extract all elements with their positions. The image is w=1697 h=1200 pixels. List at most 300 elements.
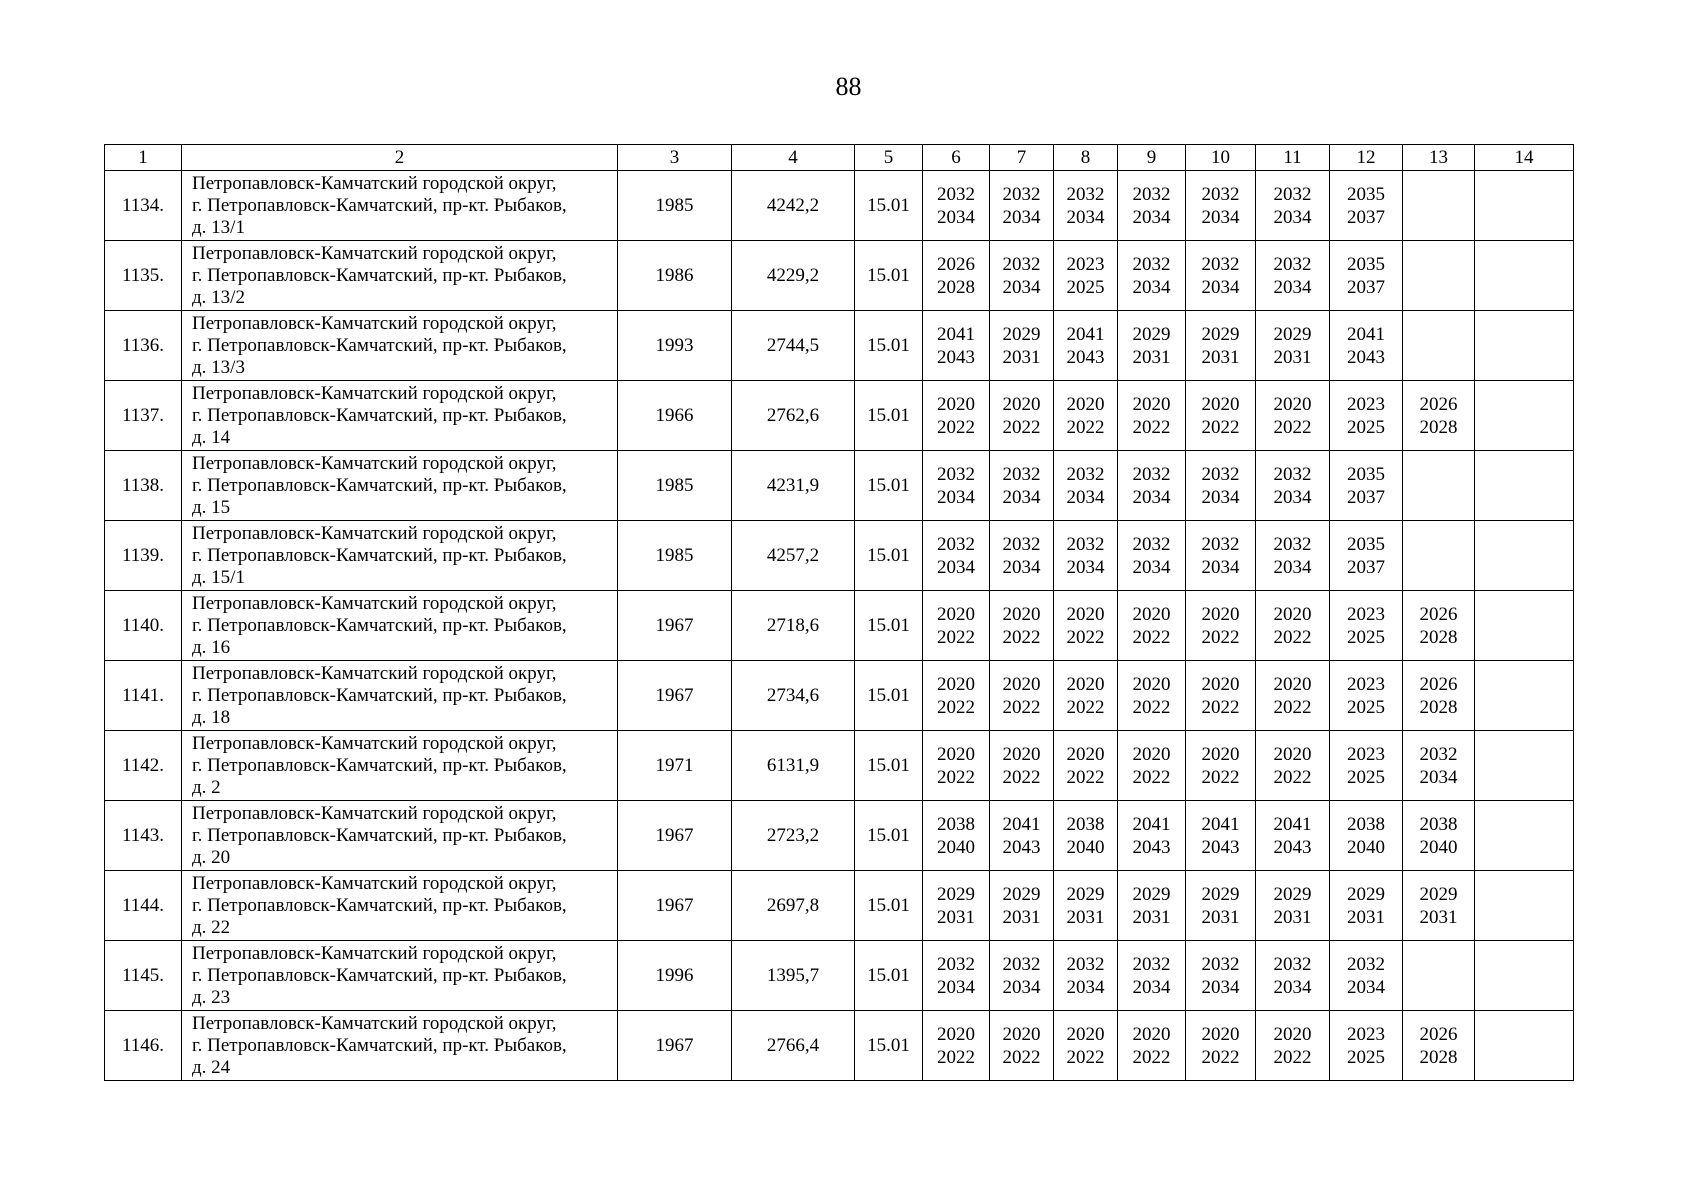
period-cell [923,871,990,941]
address-line: г. Петропавловск-Камчатский, пр-кт. Рыбаков, [192,194,567,216]
address-line: Петропавловск-Камчатский городской округ, [192,312,557,334]
address-cell [182,451,618,521]
period-year: 2032 [1132,183,1171,205]
period-year: 2020 [1132,743,1171,765]
column-header: 12 [1330,145,1403,171]
period-cell [1186,871,1256,941]
period-year: 2037 [1347,486,1385,508]
period-cell [1330,311,1403,381]
period-cell [923,661,990,731]
period-year: 2034 [1347,976,1385,998]
column-14-cell [1475,521,1574,591]
address-line: Петропавловск-Камчатский городской округ, [192,732,557,754]
period-cell [1118,521,1186,591]
period-year: 2038 [1419,813,1458,835]
period-year: 2034 [1132,276,1171,298]
period-year: 2020 [1273,603,1312,625]
period-cell [990,801,1054,871]
period-year: 2043 [1347,346,1385,368]
address-line: г. Петропавловск-Камчатский, пр-кт. Рыбаков, [192,614,567,636]
period-year: 2022 [1201,766,1240,788]
period-cell [923,311,990,381]
period-year: 2020 [1132,603,1171,625]
address-cell [182,241,618,311]
period-year: 2034 [1201,556,1240,578]
area-cell: 4231,9 [732,451,855,521]
address-line: д. 15/1 [192,566,245,588]
period-cell [1403,381,1475,451]
period-year: 2037 [1347,556,1385,578]
period-year: 2023 [1347,1023,1385,1045]
period-year: 2032 [1066,953,1105,975]
period-cell [1186,521,1256,591]
period-cell [1054,591,1118,661]
period-year: 2034 [1066,976,1105,998]
period-cell [1186,381,1256,451]
period-year: 2031 [1419,906,1458,928]
period-year: 2043 [1273,836,1312,858]
period-cell [1256,171,1330,241]
period-year: 2043 [1002,836,1041,858]
period-year: 2025 [1347,626,1385,648]
area-cell: 2697,8 [732,871,855,941]
period-cell [1186,801,1256,871]
address-line: д. 16 [192,636,231,658]
address-line: д. 20 [192,846,231,868]
period-cell [923,451,990,521]
period-year: 2020 [1273,673,1312,695]
period-year: 2032 [1273,253,1312,275]
period-year: 2040 [937,836,975,858]
column-header: 5 [855,145,923,171]
column-14-cell [1475,1011,1574,1081]
code-cell: 15.01 [855,1011,923,1081]
period-cell [1403,241,1475,311]
address-line: Петропавловск-Камчатский городской округ, [192,522,557,544]
period-year: 2032 [1201,253,1240,275]
area-cell: 1395,7 [732,941,855,1011]
period-year: 2031 [1002,906,1041,928]
row-number-cell: 1141. [105,661,182,731]
period-cell [1118,171,1186,241]
period-year: 2031 [1132,346,1171,368]
period-year: 2022 [1273,626,1312,648]
period-year: 2028 [1419,416,1458,438]
period-year: 2020 [1201,1023,1240,1045]
table-row [105,451,1574,521]
period-year: 2029 [1201,323,1240,345]
column-14-cell [1475,591,1574,661]
period-year: 2022 [937,626,975,648]
period-cell [990,731,1054,801]
period-cell [990,451,1054,521]
table-row [105,661,1574,731]
period-cell [1330,801,1403,871]
period-year: 2037 [1347,276,1385,298]
period-year: 2022 [1066,1046,1105,1068]
period-year: 2020 [1273,1023,1312,1045]
period-year: 2022 [1132,626,1171,648]
period-year: 2029 [1201,883,1240,905]
period-year: 2043 [1132,836,1171,858]
period-year: 2035 [1347,183,1385,205]
period-year: 2022 [1201,416,1240,438]
period-cell [1118,941,1186,1011]
code-cell: 15.01 [855,591,923,661]
address-line: г. Петропавловск-Камчатский, пр-кт. Рыбаков, [192,334,567,356]
address-line: г. Петропавловск-Камчатский, пр-кт. Рыбаков, [192,1034,567,1056]
period-year: 2032 [1132,253,1171,275]
period-year: 2020 [937,743,975,765]
year-cell: 1967 [618,1011,732,1081]
period-cell [923,731,990,801]
period-year: 2025 [1347,1046,1385,1068]
period-year: 2022 [937,766,975,788]
period-cell [1186,451,1256,521]
address-line: д. 18 [192,706,231,728]
address-line: г. Петропавловск-Камчатский, пр-кт. Рыбаков, [192,544,567,566]
period-cell [1256,311,1330,381]
period-cell [990,241,1054,311]
code-cell: 15.01 [855,871,923,941]
period-cell [1256,451,1330,521]
address-cell [182,521,618,591]
code-cell: 15.01 [855,941,923,1011]
row-number-cell: 1134. [105,171,182,241]
address-line: г. Петропавловск-Камчатский, пр-кт. Рыбаков, [192,684,567,706]
period-year: 2040 [1066,836,1105,858]
column-header: 8 [1054,145,1118,171]
period-year: 2032 [1347,953,1385,975]
year-cell: 1985 [618,521,732,591]
period-year: 2034 [1273,276,1312,298]
table-header [105,145,1574,171]
period-year: 2028 [1419,626,1458,648]
period-year: 2034 [1002,206,1041,228]
period-year: 2022 [937,1046,975,1068]
table-row [105,871,1574,941]
period-year: 2026 [937,253,975,275]
period-year: 2032 [937,953,975,975]
period-year: 2023 [1347,743,1385,765]
table-row [105,591,1574,661]
period-year: 2032 [1002,953,1041,975]
address-cell [182,871,618,941]
period-cell [1403,871,1475,941]
period-year: 2034 [1002,976,1041,998]
row-number-cell: 1145. [105,941,182,1011]
period-cell [1403,731,1475,801]
code-cell: 15.01 [855,311,923,381]
address-cell [182,311,618,381]
period-cell [1330,591,1403,661]
period-year: 2041 [1002,813,1041,835]
period-cell [1330,381,1403,451]
period-year: 2020 [937,673,975,695]
address-line: д. 13/1 [192,216,245,238]
period-year: 2034 [1201,206,1240,228]
period-year: 2022 [1273,696,1312,718]
period-year: 2022 [1002,696,1041,718]
period-cell [1256,731,1330,801]
column-14-cell [1475,451,1574,521]
period-year: 2020 [1132,1023,1171,1045]
address-line: Петропавловск-Камчатский городской округ, [192,382,557,404]
period-year: 2020 [1132,393,1171,415]
year-cell: 1967 [618,801,732,871]
period-year: 2034 [1201,976,1240,998]
period-year: 2034 [1201,276,1240,298]
period-year: 2023 [1347,393,1385,415]
period-year: 2034 [1273,206,1312,228]
header-row [105,145,1574,171]
period-year: 2020 [1066,673,1105,695]
period-cell [1403,311,1475,381]
period-year: 2022 [937,416,975,438]
period-year: 2032 [1273,463,1312,485]
period-year: 2041 [1201,813,1240,835]
period-year: 2022 [1132,1046,1171,1068]
area-cell: 4242,2 [732,171,855,241]
period-year: 2028 [1419,1046,1458,1068]
period-cell [1330,1011,1403,1081]
row-number-cell: 1142. [105,731,182,801]
area-cell: 2744,5 [732,311,855,381]
period-year: 2040 [1347,836,1385,858]
address-line: д. 13/3 [192,356,245,378]
address-cell [182,171,618,241]
period-year: 2020 [1066,1023,1105,1045]
address-cell [182,591,618,661]
period-year: 2034 [1066,486,1105,508]
period-cell [1330,521,1403,591]
column-14-cell [1475,871,1574,941]
period-cell [990,521,1054,591]
period-year: 2029 [1132,323,1171,345]
row-number-cell: 1146. [105,1011,182,1081]
period-year: 2020 [1002,743,1041,765]
period-year: 2034 [1002,486,1041,508]
period-cell [1403,801,1475,871]
period-year: 2041 [1066,323,1105,345]
period-year: 2020 [1132,673,1171,695]
column-header: 2 [182,145,618,171]
column-header: 10 [1186,145,1256,171]
address-cell [182,381,618,451]
area-cell: 6131,9 [732,731,855,801]
table-row [105,241,1574,311]
code-cell: 15.01 [855,451,923,521]
period-year: 2038 [1066,813,1105,835]
period-year: 2020 [1201,743,1240,765]
column-header: 9 [1118,145,1186,171]
code-cell: 15.01 [855,801,923,871]
period-cell [923,521,990,591]
period-cell [1186,311,1256,381]
period-year: 2025 [1066,276,1105,298]
period-year: 2032 [1066,183,1105,205]
period-cell [1054,521,1118,591]
code-cell: 15.01 [855,661,923,731]
period-cell [1256,521,1330,591]
period-year: 2034 [1201,486,1240,508]
period-year: 2022 [1273,416,1312,438]
address-line: г. Петропавловск-Камчатский, пр-кт. Рыбаков, [192,894,567,916]
period-year: 2031 [1347,906,1385,928]
period-year: 2020 [1273,393,1312,415]
period-year: 2029 [1347,883,1385,905]
code-cell: 15.01 [855,731,923,801]
period-year: 2022 [1201,696,1240,718]
period-cell [1256,941,1330,1011]
table-row [105,941,1574,1011]
year-cell: 1996 [618,941,732,1011]
period-year: 2029 [1273,323,1312,345]
period-year: 2032 [1132,533,1171,555]
period-year: 2022 [1002,626,1041,648]
address-line: Петропавловск-Камчатский городской округ, [192,872,557,894]
period-year: 2022 [1066,766,1105,788]
period-year: 2022 [1273,766,1312,788]
period-year: 2020 [1002,603,1041,625]
code-cell: 15.01 [855,381,923,451]
column-14-cell [1475,311,1574,381]
address-cell [182,1011,618,1081]
period-year: 2041 [1347,323,1385,345]
period-cell [1186,241,1256,311]
column-14-cell [1475,241,1574,311]
period-year: 2020 [1201,673,1240,695]
column-header: 7 [990,145,1054,171]
period-year: 2023 [1347,673,1385,695]
period-year: 2025 [1347,766,1385,788]
column-header: 13 [1403,145,1475,171]
period-cell [1186,1011,1256,1081]
period-cell [1118,871,1186,941]
period-year: 2032 [1201,533,1240,555]
period-year: 2034 [1132,206,1171,228]
year-cell: 1993 [618,311,732,381]
period-year: 2043 [1066,346,1105,368]
period-cell [1118,731,1186,801]
period-cell [1330,871,1403,941]
address-line: г. Петропавловск-Камчатский, пр-кт. Рыбаков, [192,404,567,426]
address-line: д. 23 [192,986,231,1008]
column-header: 6 [923,145,990,171]
period-year: 2029 [1066,883,1105,905]
area-cell: 4257,2 [732,521,855,591]
period-cell [1118,1011,1186,1081]
period-year: 2029 [937,883,975,905]
period-year: 2020 [937,1023,975,1045]
period-cell [1256,871,1330,941]
period-year: 2022 [1132,766,1171,788]
period-cell [990,381,1054,451]
period-year: 2020 [1201,393,1240,415]
column-header: 1 [105,145,182,171]
period-year: 2034 [937,206,975,228]
period-year: 2032 [1132,463,1171,485]
year-cell: 1986 [618,241,732,311]
period-cell [990,311,1054,381]
period-year: 2022 [1002,766,1041,788]
period-year: 2028 [1419,696,1458,718]
period-year: 2032 [937,463,975,485]
table-body [105,171,1574,1081]
row-number-cell: 1143. [105,801,182,871]
period-cell [1403,521,1475,591]
period-cell [1330,941,1403,1011]
table-row [105,521,1574,591]
code-cell: 15.01 [855,521,923,591]
period-cell [990,871,1054,941]
period-cell [923,591,990,661]
year-cell: 1966 [618,381,732,451]
period-cell [1256,801,1330,871]
period-year: 2034 [1132,556,1171,578]
period-year: 2022 [1201,1046,1240,1068]
column-header: 3 [618,145,732,171]
period-year: 2034 [1132,976,1171,998]
period-year: 2025 [1347,416,1385,438]
period-year: 2041 [1273,813,1312,835]
row-number-cell: 1144. [105,871,182,941]
period-cell [1186,731,1256,801]
address-line: г. Петропавловск-Камчатский, пр-кт. Рыбаков, [192,964,567,986]
period-cell [1054,311,1118,381]
period-cell [990,591,1054,661]
period-year: 2034 [1066,556,1105,578]
period-year: 2020 [1066,603,1105,625]
period-year: 2022 [937,696,975,718]
period-year: 2020 [1002,1023,1041,1045]
period-year: 2034 [1002,276,1041,298]
period-year: 2038 [1347,813,1385,835]
table-row [105,731,1574,801]
column-14-cell [1475,381,1574,451]
period-year: 2043 [1201,836,1240,858]
area-cell: 4229,2 [732,241,855,311]
column-14-cell [1475,661,1574,731]
period-cell [990,1011,1054,1081]
period-year: 2028 [937,276,975,298]
period-year: 2022 [1002,1046,1041,1068]
period-year: 2032 [1066,533,1105,555]
period-cell [1054,801,1118,871]
period-year: 2032 [1273,953,1312,975]
period-year: 2034 [1273,976,1312,998]
period-year: 2020 [1066,393,1105,415]
row-number-cell: 1137. [105,381,182,451]
period-cell [990,661,1054,731]
period-year: 2029 [1002,323,1041,345]
period-cell [1054,451,1118,521]
period-cell [1330,451,1403,521]
period-cell [1403,451,1475,521]
area-cell: 2723,2 [732,801,855,871]
period-year: 2034 [1419,766,1458,788]
period-year: 2032 [1201,463,1240,485]
period-year: 2043 [937,346,975,368]
period-cell [990,941,1054,1011]
period-year: 2020 [1273,743,1312,765]
period-cell [1403,1011,1475,1081]
page-number: 88 [835,72,862,101]
period-cell [923,171,990,241]
row-number-cell: 1139. [105,521,182,591]
period-year: 2034 [937,486,975,508]
period-year: 2023 [1066,253,1105,275]
